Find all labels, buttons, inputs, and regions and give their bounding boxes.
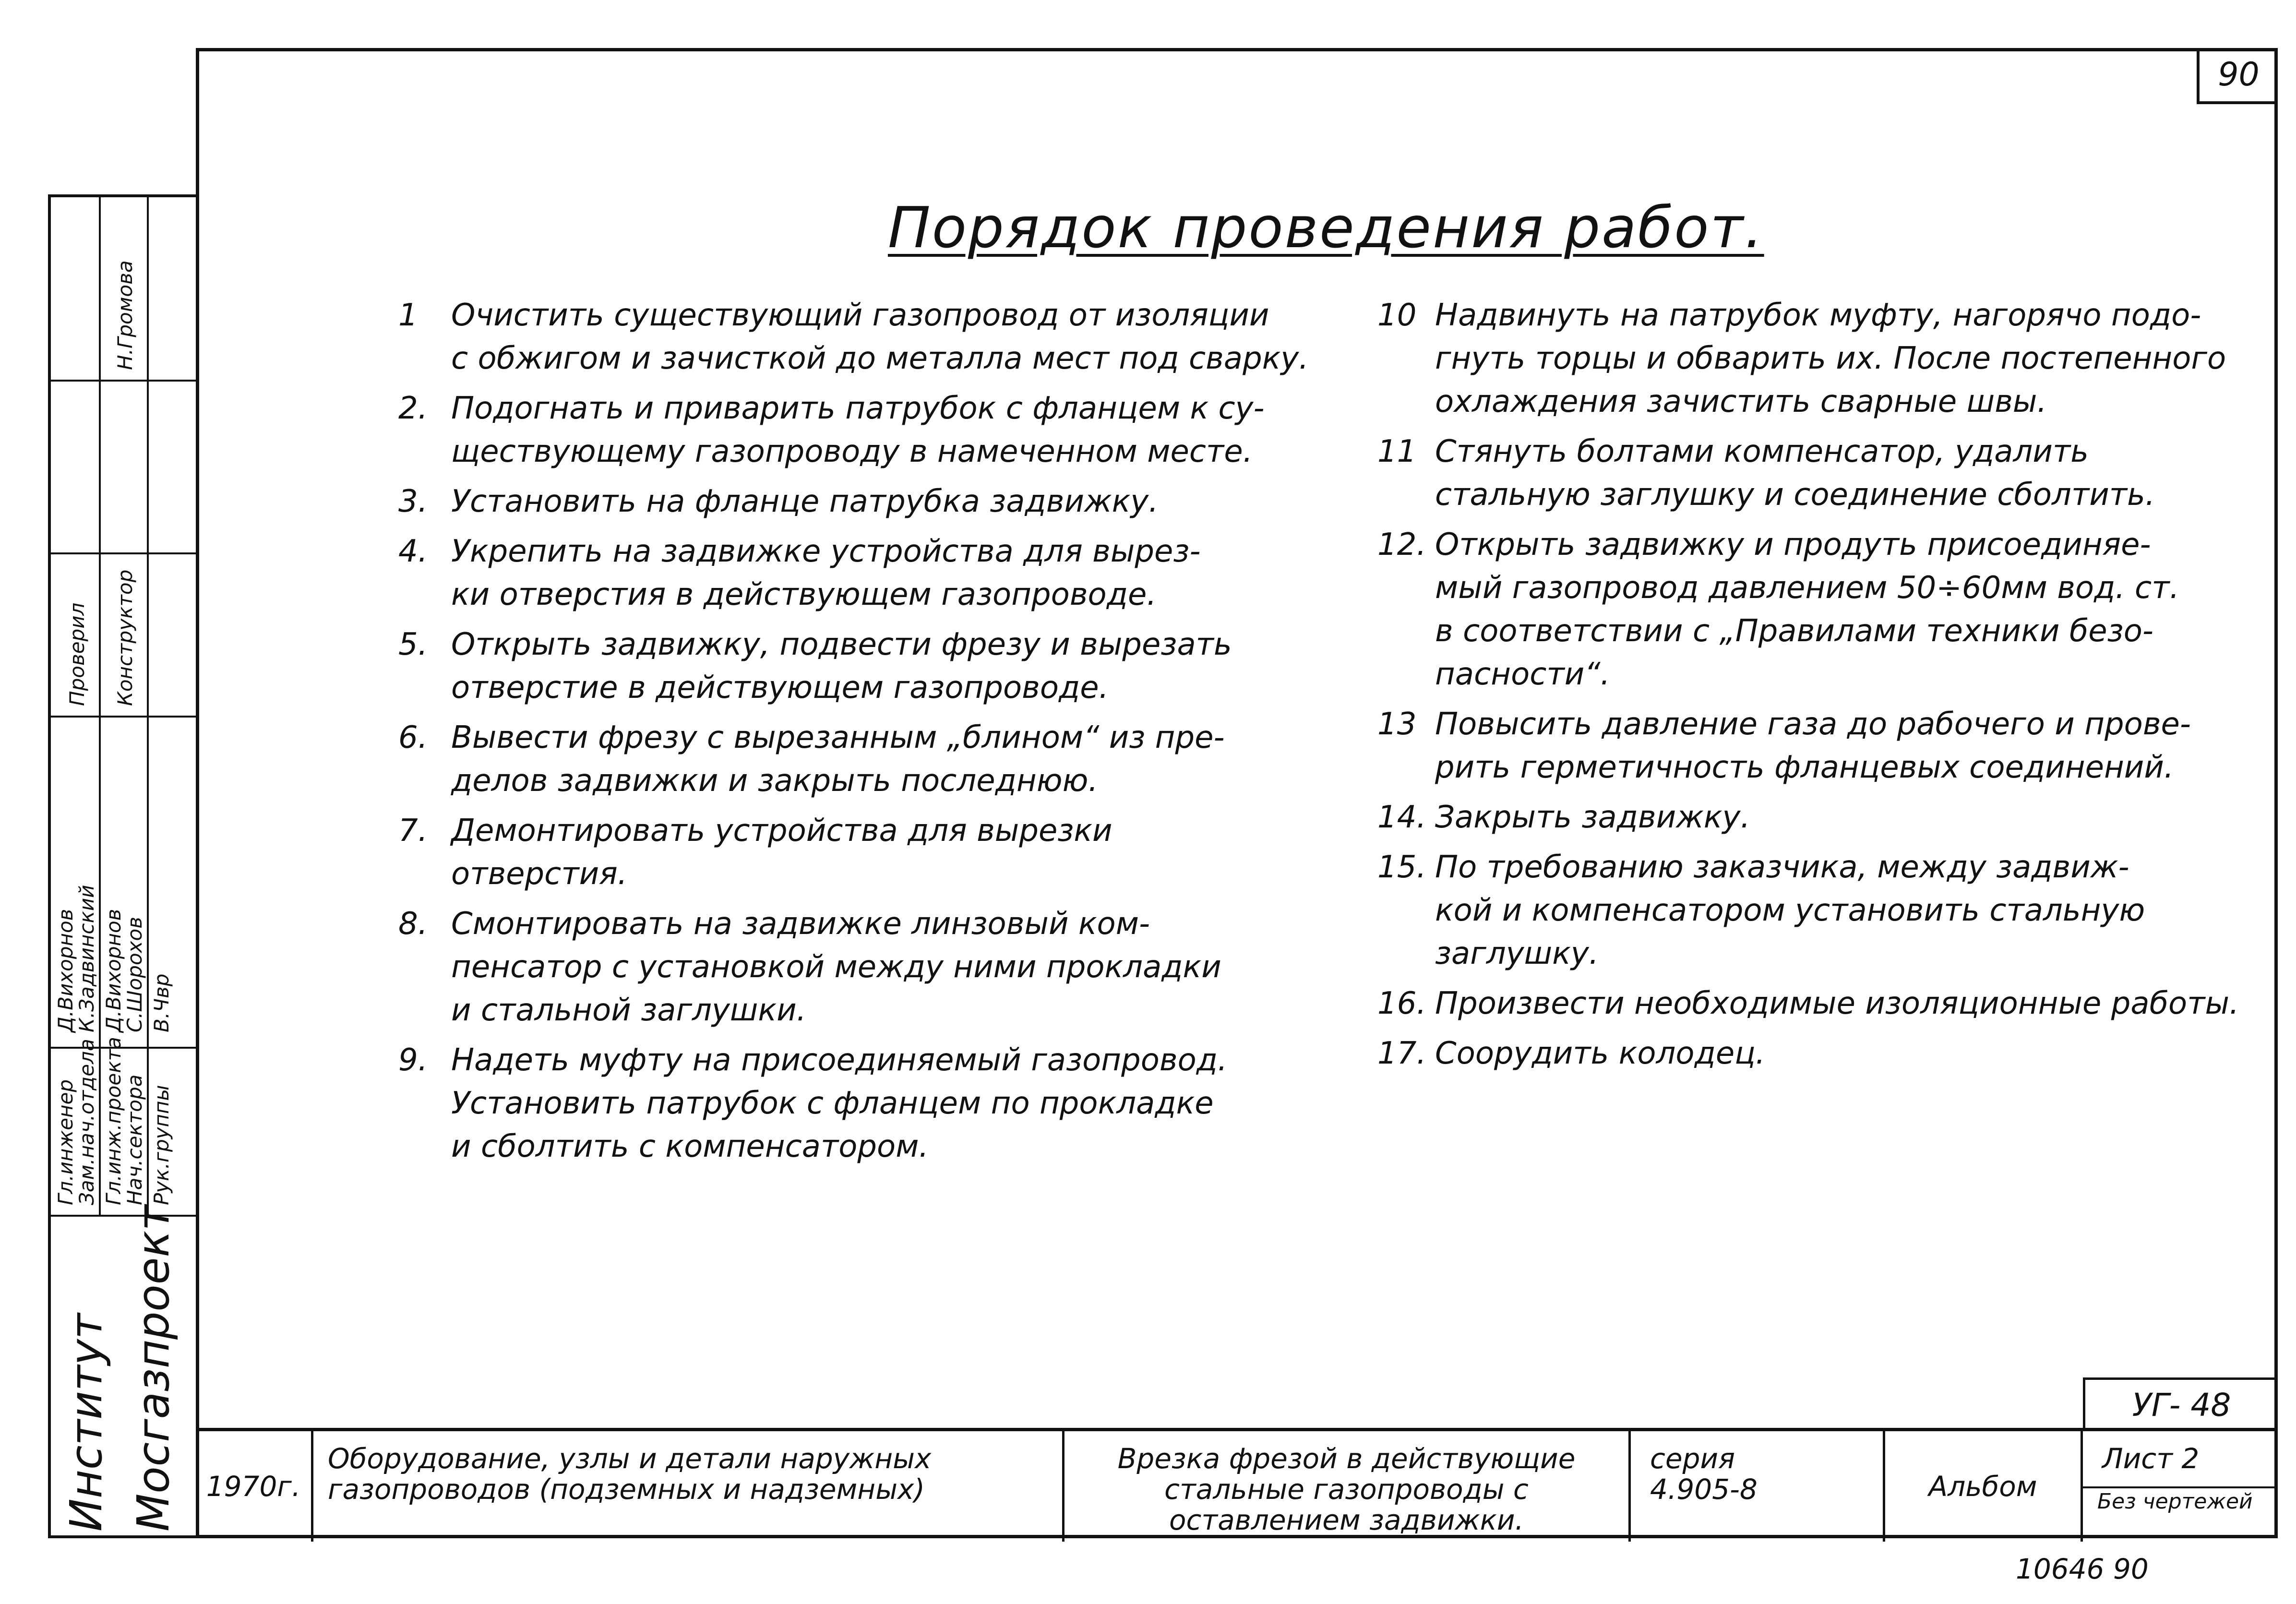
step-text: Открыть задвижку и продуть присоединяе- мый газопровод давлением 50÷60мм вод. ст. в соответствии с „Правилами техники безо- пасности“. <box>1435 527 2179 692</box>
step-text: Установить на фланце патрубка задвижку. <box>451 484 1159 519</box>
drawing-title-cell <box>1064 1431 1631 1542</box>
series-label: серия <box>1650 1442 1735 1475</box>
stamp-signer: С.Шорохов <box>123 917 146 1032</box>
step-item <box>1377 703 2256 789</box>
step-item <box>398 809 1310 896</box>
step-number: 10 <box>1377 298 1417 333</box>
step-text: Очистить существующий газопровод от изоляции с обжигом и зачисткой до металла мест под сварку. <box>451 298 1309 376</box>
stamp-divider <box>51 552 199 554</box>
step-text: Открыть задвижку, подвести фрезу и вырезать отверстие в действующем газопроводе. <box>451 627 1232 706</box>
step-text: Вывести фрезу с вырезанным „блином“ из пре- делов задвижки и закрыть последнюю. <box>451 720 1225 799</box>
sheet-number: 90 <box>2218 56 2260 94</box>
step-item <box>398 623 1310 709</box>
step-number: 16. <box>1377 986 1426 1021</box>
stamp-constructor-label: Конструктор <box>113 569 137 706</box>
album-name-cell <box>313 1431 1064 1542</box>
stamp-check-label: Проверил <box>65 602 89 706</box>
sheet-label: Лист 2 <box>2083 1431 2278 1488</box>
step-text: Произвести необходимые изоляционные работы. <box>1435 986 2239 1021</box>
step-text: Закрыть задвижку. <box>1435 800 1750 835</box>
step-number: 8. <box>398 906 428 942</box>
step-text: По требованию заказчика, между задвиж- кой и компенсатором установить стальную заглушку. <box>1435 850 2145 971</box>
step-text: Демонтировать устройства для вырезки отверстия. <box>451 813 1112 892</box>
series-number: 4.905-8 <box>1650 1473 1758 1506</box>
series-cell <box>1631 1431 1885 1542</box>
step-number: 13 <box>1377 706 1417 742</box>
album-name: Оборудование, узлы и детали наружных газопроводов (подземных и надземных) <box>328 1442 932 1506</box>
year: 1970г. <box>206 1470 301 1503</box>
step-number: 14. <box>1377 800 1426 835</box>
archive-number: 10646 90 <box>2016 1553 2149 1585</box>
step-item <box>1377 982 2256 1025</box>
step-item <box>398 716 1310 802</box>
stamp-divider <box>147 197 149 1215</box>
step-item <box>1377 294 2256 423</box>
step-item <box>1377 523 2256 696</box>
stamp-role: Нач.сектора <box>123 1074 146 1205</box>
approval-stamp <box>48 194 196 1538</box>
step-item <box>398 1039 1310 1168</box>
step-number: 9. <box>398 1042 428 1078</box>
stamp-role: Зам.нач.отдела <box>75 1039 98 1205</box>
page-title: Порядок проведения работ. <box>888 194 1764 261</box>
stamp-signer: В.Чвр <box>150 973 173 1032</box>
stamp-divider <box>99 197 101 1215</box>
stamp-divider <box>51 380 199 382</box>
drawing-code: УГ- 48 <box>2132 1387 2231 1424</box>
step-number: 17. <box>1377 1036 1426 1071</box>
stamp-signer: Д.Вихорнов <box>102 909 125 1032</box>
step-text: Смонтировать на задвижке линзовый ком- пенсатор с установкой между ними прокладки и стальной заглушки. <box>451 906 1221 1028</box>
step-text: Надвинуть на патрубок муфту, нагорячо подо- гнуть торцы и обварить их. После постепенного охлаждения зачистить сварные швы. <box>1435 298 2226 419</box>
stamp-role: Гл.инженер <box>54 1079 77 1205</box>
step-text: Соорудить колодец. <box>1435 1036 1766 1071</box>
steps-list-right <box>1377 294 2256 1082</box>
step-number: 11 <box>1377 434 1417 469</box>
step-item <box>1377 846 2256 975</box>
step-text: Укрепить на задвижке устройства для вырез- ки отверстия в действующем газопроводе. <box>451 534 1201 612</box>
step-number: 3. <box>398 484 428 519</box>
drawing-title: Врезка фрезой в действующие стальные газопроводы с оставлением задвижки. <box>1117 1442 1576 1536</box>
step-item <box>398 530 1310 616</box>
step-item <box>1377 430 2256 516</box>
step-item <box>398 294 1310 380</box>
stamp-divider <box>51 716 199 718</box>
steps-list-left <box>398 294 1310 1175</box>
step-item <box>1377 796 2256 839</box>
album-label: Альбом <box>1928 1470 2037 1503</box>
sheet-note: Без чертежей <box>2097 1489 2253 1514</box>
stamp-role: Рук.группы <box>150 1085 173 1205</box>
step-number: 5. <box>398 627 428 662</box>
sheet-cell <box>2083 1431 2278 1542</box>
stamp-checker-name: Н.Громова <box>113 260 137 370</box>
step-item <box>1377 1032 2256 1075</box>
stamp-role: Гл.инж.проекта <box>102 1037 125 1205</box>
step-number: 12. <box>1377 527 1426 563</box>
step-number: 6. <box>398 720 428 755</box>
step-item <box>398 902 1310 1032</box>
step-text: Надеть муфту на присоединяемый газопровод. Установить патрубок с фланцем по прокладке и сболтить с компенсатором. <box>451 1042 1228 1164</box>
step-number: 7. <box>398 813 428 849</box>
stamp-signer: Д.Вихорнов <box>54 909 77 1032</box>
step-text: Повысить давление газа до рабочего и прове- рить герметичность фланцевых соединений. <box>1435 706 2191 785</box>
step-item <box>398 480 1310 523</box>
step-item <box>398 387 1310 473</box>
step-number: 4. <box>398 534 428 569</box>
step-number: 15. <box>1377 850 1426 885</box>
sheet-number-box <box>2197 48 2278 104</box>
title-block <box>196 1428 2278 1538</box>
institute-label: Институт <box>60 1313 112 1532</box>
institute-name: Мосгазпроект <box>128 1205 179 1532</box>
drawing-code-box <box>2083 1377 2278 1430</box>
stamp-signer: К.Задвинский <box>75 885 98 1032</box>
album-cell <box>1885 1431 2083 1542</box>
step-number: 1 <box>398 298 418 333</box>
year-cell <box>196 1431 313 1542</box>
step-text: Подогнать и приварить патрубок с фланцем к су- ществующему газопроводу в намеченном месте. <box>451 391 1265 469</box>
step-number: 2. <box>398 391 428 426</box>
step-text: Стянуть болтами компенсатор, удалить стальную заглушку и соединение сболтить. <box>1435 434 2155 513</box>
